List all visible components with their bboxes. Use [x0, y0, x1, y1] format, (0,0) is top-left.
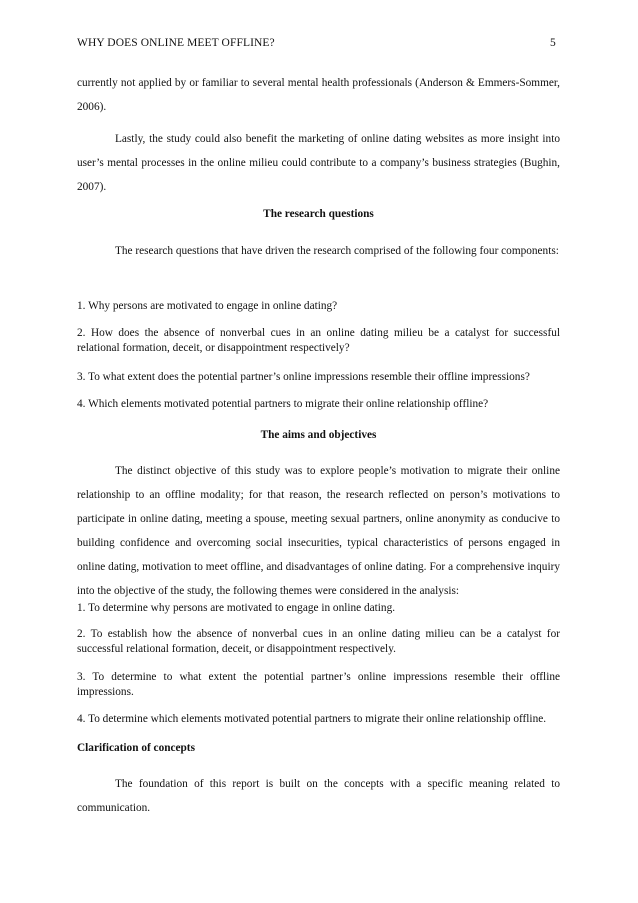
research-question-item: 4. Which elements motivated potential partners to migrate their online relationship offline? — [77, 398, 489, 410]
heading-aims-objectives: The aims and objectives — [260, 429, 377, 441]
research-question-item: 3. To what extent does the potential partner’s online impressions resemble their offline impressions? — [77, 371, 530, 383]
concepts-intro: The foundation of this report is built on the concepts with a specific meaning related to communication. — [77, 778, 560, 814]
heading-research-questions: The research questions — [263, 208, 374, 220]
paragraph-lastly: Lastly, the study could also benefit the marketing of online dating websites as more insight into user’s mental processes in the online milieu could contribute to a company’s business strategies (Bughin, 2007). — [77, 133, 560, 193]
heading-clarification-concepts: Clarification of concepts — [77, 742, 195, 754]
aim-item: 1. To determine why persons are motivated to engage in online dating. — [77, 602, 396, 614]
aim-item: 3. To determine to what extent the potential partner’s online impressions resemble their offline impressions. — [77, 671, 560, 698]
research-question-item: 2. How does the absence of nonverbal cues in an online dating milieu be a catalyst for successful relational formation, deceit, or disappointment respectively? — [77, 327, 560, 354]
research-question-item: 1. Why persons are motivated to engage in online dating? — [77, 300, 338, 312]
running-head: WHY DOES ONLINE MEET OFFLINE? — [77, 37, 275, 49]
aims-intro: The distinct objective of this study was to explore people’s motivation to migrate their online relationship to an offline modality; for that reason, the research reflected on person’s motivations to participate in online dating, meeting a spouse, meeting sexual partners, online anonymity as conducive to building confidence and overcoming social insecurities, typical characteristics of persons engaged in online dating, motivation to meet offline, and disadvantages of online dating. For a comprehensive inquiry into the objective of the study, the following themes were considered in the analysis: — [77, 465, 560, 597]
paragraph-continued: currently not applied by or familiar to several mental health professionals (Anderson & Emmers-Sommer, 2006). — [77, 77, 560, 113]
aim-item: 4. To determine which elements motivated potential partners to migrate their online relationship offline. — [77, 713, 547, 725]
aim-item: 2. To establish how the absence of nonverbal cues in an online dating milieu can be a catalyst for successful relational formation, deceit, or disappointment respectively. — [77, 628, 560, 655]
page-number: 5 — [550, 37, 556, 49]
research-questions-intro: The research questions that have driven the research comprised of the following four components: — [115, 245, 559, 257]
